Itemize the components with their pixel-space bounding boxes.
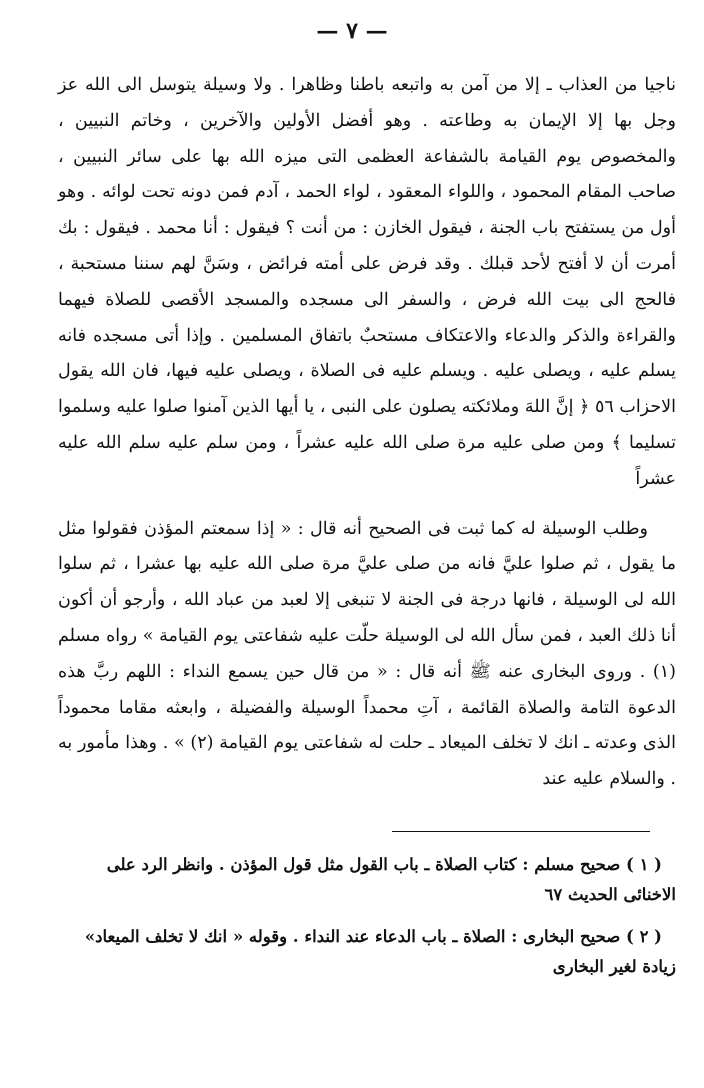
paragraph-2: وطلب الوسيلة له كما ثبت فى الصحيح أنه قال : « إذا سمعتم المؤذن فقولوا مثل ما يقول ، ثم صلوا عليَّ فانه من صلى عليَّ مرة صلى الله عليه بها عشرا ، ثم سلوا الله لى الوسيلة ، فانها درجة فى الجنة لا تنبغى إلا لعبد من عباد الله ، وأرجو أن أكون أنا ذلك العبد ، فمن سأل الله لى الوسيلة حلّت عليه شفاعتى يوم القيامة » رواه مسلم (١) . وروى البخارى عنه ﷺ أنه قال : « من قال حين يسمع النداء : اللهم ربَّ هذه الدعوة التامة والصلاة القائمة ، آتِ محمداً الوسيلة والفضيلة ، وابعثه مقاما محموداً الذى وعدته ـ انك لا تخلف الميعاد ـ حلت له شفاعتى يوم القيامة (٢) » . وهذا مأمور به . والسلام عليه عند [58,518,676,790]
footnote-2: ( ٢ ) صحيح البخارى : الصلاة ـ باب الدعاء عند النداء . وقوله « انك لا تخلف الميعاد» زيادة لغير البخارى [84,927,676,976]
footnotes [58,850,676,994]
page-number: — ٧ — [316,18,388,44]
footnote-1: ( ١ ) صحيح مسلم : كتاب الصلاة ـ باب القول مثل قول المؤذن . وانظر الرد على الاخنائى الحديث ٦٧ [106,855,676,904]
footnote-separator [392,831,650,832]
paragraph-1: ناجيا من العذاب ـ إلا من آمن به واتبعه باطنا وظاهرا . ولا وسيلة يتوسل الى الله عز وجل بها إلا الإيمان به وطاعته . وهو أفضل الأولين والآخرين ، وخاتم النبيين ، والمخصوص يوم القيامة بالشفاعة العظمى التى ميزه الله بها على سائر النبيين ، صاحب المقام المحمود ، واللواء المعقود ، لواء الحمد ، آدم فمن دونه تحت لوائه . وهو أول من يستفتح باب الجنة ، فيقول الخازن : من أنت ؟ فيقول : أنا محمد . فيقول : بك أمرت أن لا أفتح لأحد قبلك . وقد فرض على أمته فرائض ، وسَنَّ لهم سننا مستحبة ، فالحج الى بيت الله فرض ، والسفر الى مسجده والمسجد الأقصى للصلاة فيهما والقراءة والذكر والدعاء والاعتكاف مستحبٌ باتفاق المسلمين . وإذا أتى مسجده فانه يسلم عليه ، ويصلى عليه . ويسلم عليه فى الصلاة ، ويصلى عليه فيها، فان الله يقول الاحزاب ٥٦ ﴿ إنَّ اللهَ وملائكته يصلون على النبى ، يا أيها الذين آمنوا صلوا عليه وسلموا تسليما ﴾ ومن صلى عليه مرة صلى الله عليه عشراً ، ومن سلم عليه سلم الله عليه عشراً [58,75,676,489]
main-text [58,68,676,798]
